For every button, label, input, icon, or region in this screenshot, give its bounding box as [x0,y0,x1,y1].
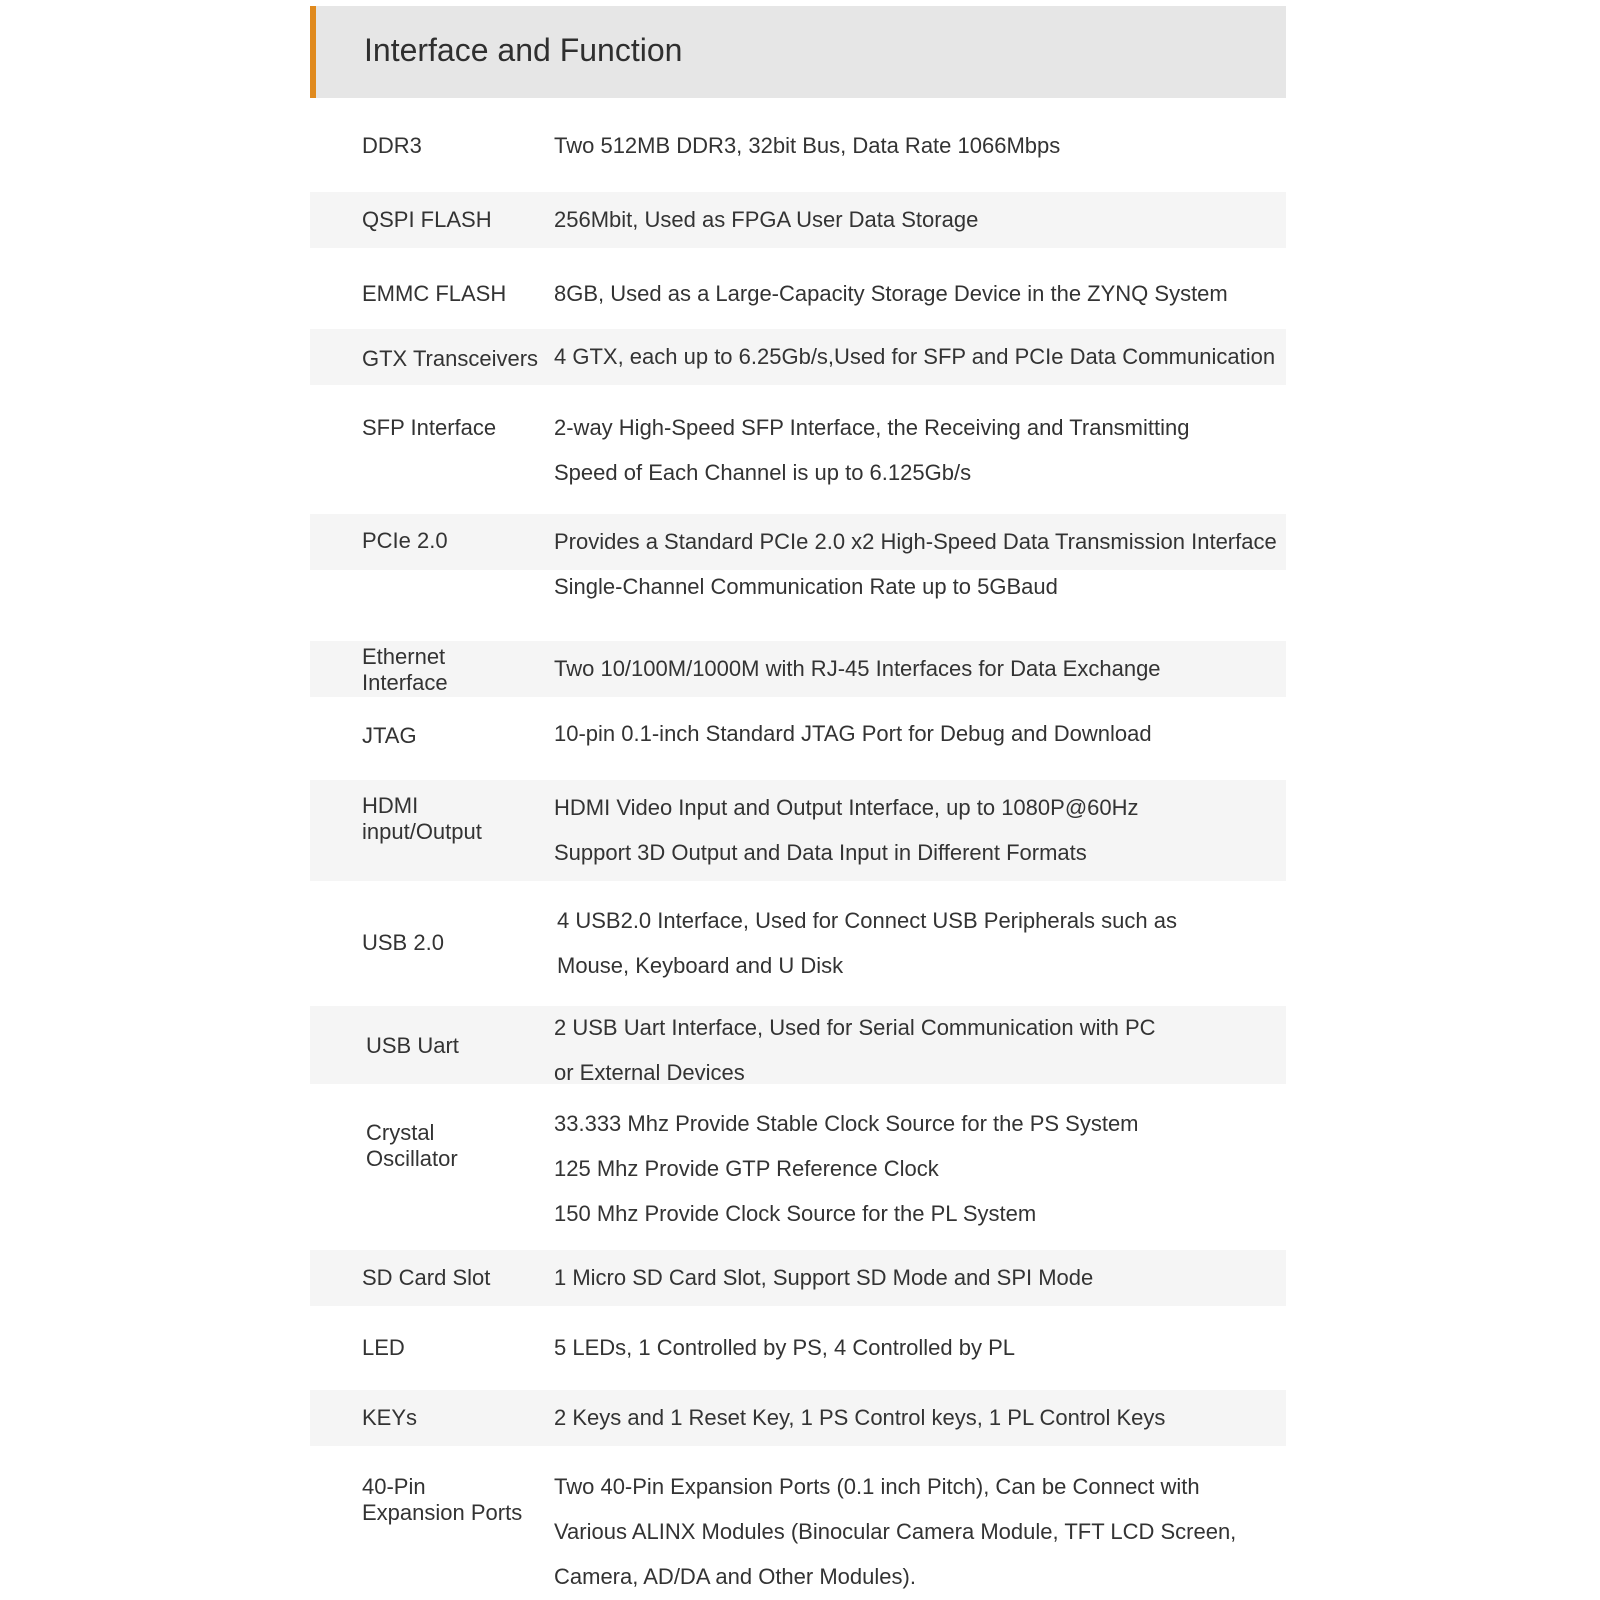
spec-description-line: 1 Micro SD Card Slot, Support SD Mode and SPI Mode [554,1265,1094,1290]
spec-label: USB 2.0 [362,930,444,955]
header-accent-bar [310,6,316,98]
spec-description [554,334,1275,379]
spec-description-line: Provides a Standard PCIe 2.0 x2 High-Speed Data Transmission Interface [554,529,1277,554]
spec-description [554,1255,1093,1300]
spec-description-line: Mouse, Keyboard and U Disk [557,953,844,978]
spec-description-line: 2 Keys and 1 Reset Key, 1 PS Control keys, 1 PL Control Keys [554,1405,1166,1430]
spec-description [554,1005,1156,1095]
spec-description [554,123,1060,168]
section-header [310,6,1286,98]
spec-description [554,646,1161,691]
spec-description [557,898,1177,988]
spec-description-line: 10-pin 0.1-inch Standard JTAG Port for Debug and Download [554,721,1152,746]
spec-row-jtag [310,708,1286,764]
spec-row-qspi-flash [310,192,1286,248]
spec-row-usb-uart [310,1006,1286,1084]
spec-description-line: 125 Mhz Provide GTP Reference Clock [554,1156,939,1181]
spec-description-line: Two 40-Pin Expansion Ports (0.1 inch Pitch), Can be Connect with [554,1474,1200,1499]
spec-description [554,1464,1236,1599]
spec-description-line: or External Devices [554,1060,745,1085]
spec-label: SD Card Slot [362,1265,491,1290]
spec-description-line: HDMI Video Input and Output Interface, up to 1080P@60Hz [554,795,1139,820]
spec-label: PCIe 2.0 [362,528,448,553]
spec-description [554,711,1152,756]
spec-label: USB Uart [366,1033,459,1058]
spec-row-emmc-flash [310,266,1286,322]
spec-description-line: Speed of Each Channel is up to 6.125Gb/s [554,460,972,485]
spec-row-crystal-oscillator [310,1106,1286,1246]
spec-description-line: 2-way High-Speed SFP Interface, the Receiving and Transmitting [554,415,1190,440]
spec-row-hdmi [310,780,1286,881]
section-title: Interface and Function [364,32,683,68]
spec-row-sd-card-slot [310,1250,1286,1306]
spec-row-40-pin-expansion [310,1462,1286,1600]
spec-description-line: 8GB, Used as a Large-Capacity Storage Device in the ZYNQ System [554,281,1228,306]
spec-description [554,405,1189,495]
spec-label: KEYs [362,1405,418,1430]
spec-label: QSPI FLASH [362,207,492,232]
spec-description-line: 33.333 Mhz Provide Stable Clock Source for the PS System [554,1111,1139,1136]
spec-description [554,1395,1165,1440]
spec-description-line: 2 USB Uart Interface, Used for Serial Communication with PC [554,1015,1156,1040]
spec-description [554,1325,1015,1370]
spec-row-sfp-interface [310,402,1286,510]
spec-description-line: Camera, AD/DA and Other Modules). [554,1564,916,1589]
spec-label: JTAG [362,723,417,748]
spec-description [554,271,1228,316]
spec-description-line: 256Mbit, Used as FPGA User Data Storage [554,207,979,232]
spec-description-line: Various ALINX Modules (Binocular Camera Module, TFT LCD Screen, [554,1519,1237,1544]
spec-label: LED [362,1335,405,1360]
spec-row-keys [310,1390,1286,1446]
spec-description-line: Two 10/100M/1000M with RJ-45 Interfaces for Data Exchange [554,656,1161,681]
spec-row-ddr3 [310,118,1286,174]
spec-row-gtx-transceivers [310,329,1286,385]
spec-label: DDR3 [362,133,422,158]
spec-label: Crystal Oscillator [366,1120,458,1171]
spec-row-pcie [310,514,1286,599]
spec-row-led [310,1320,1286,1376]
spec-label: 40-Pin Expansion Ports [362,1474,523,1525]
spec-description-line: Single-Channel Communication Rate up to 5GBaud [554,574,1058,599]
spec-description [554,519,1277,609]
spec-description [554,197,978,242]
spec-label: HDMI input/Output [362,793,482,844]
spec-description-line: 5 LEDs, 1 Controlled by PS, 4 Controlled by PL [554,1335,1016,1360]
spec-row-usb2 [310,896,1286,996]
spec-label: EMMC FLASH [362,281,507,306]
spec-label: GTX Transceivers [362,346,539,371]
spec-description-line: Support 3D Output and Data Input in Different Formats [554,840,1087,865]
spec-description-line: 4 USB2.0 Interface, Used for Connect USB Peripherals such as [557,908,1177,933]
spec-row-ethernet [310,641,1286,697]
spec-description-line: 150 Mhz Provide Clock Source for the PL System [554,1201,1037,1226]
spec-description-line: Two 512MB DDR3, 32bit Bus, Data Rate 1066Mbps [554,133,1061,158]
spec-description [554,1101,1139,1236]
spec-label: Ethernet Interface [362,644,448,695]
spec-label: SFP Interface [362,415,497,440]
spec-description [554,785,1139,875]
spec-description-line: 4 GTX, each up to 6.25Gb/s,Used for SFP and PCIe Data Communication [554,344,1276,369]
